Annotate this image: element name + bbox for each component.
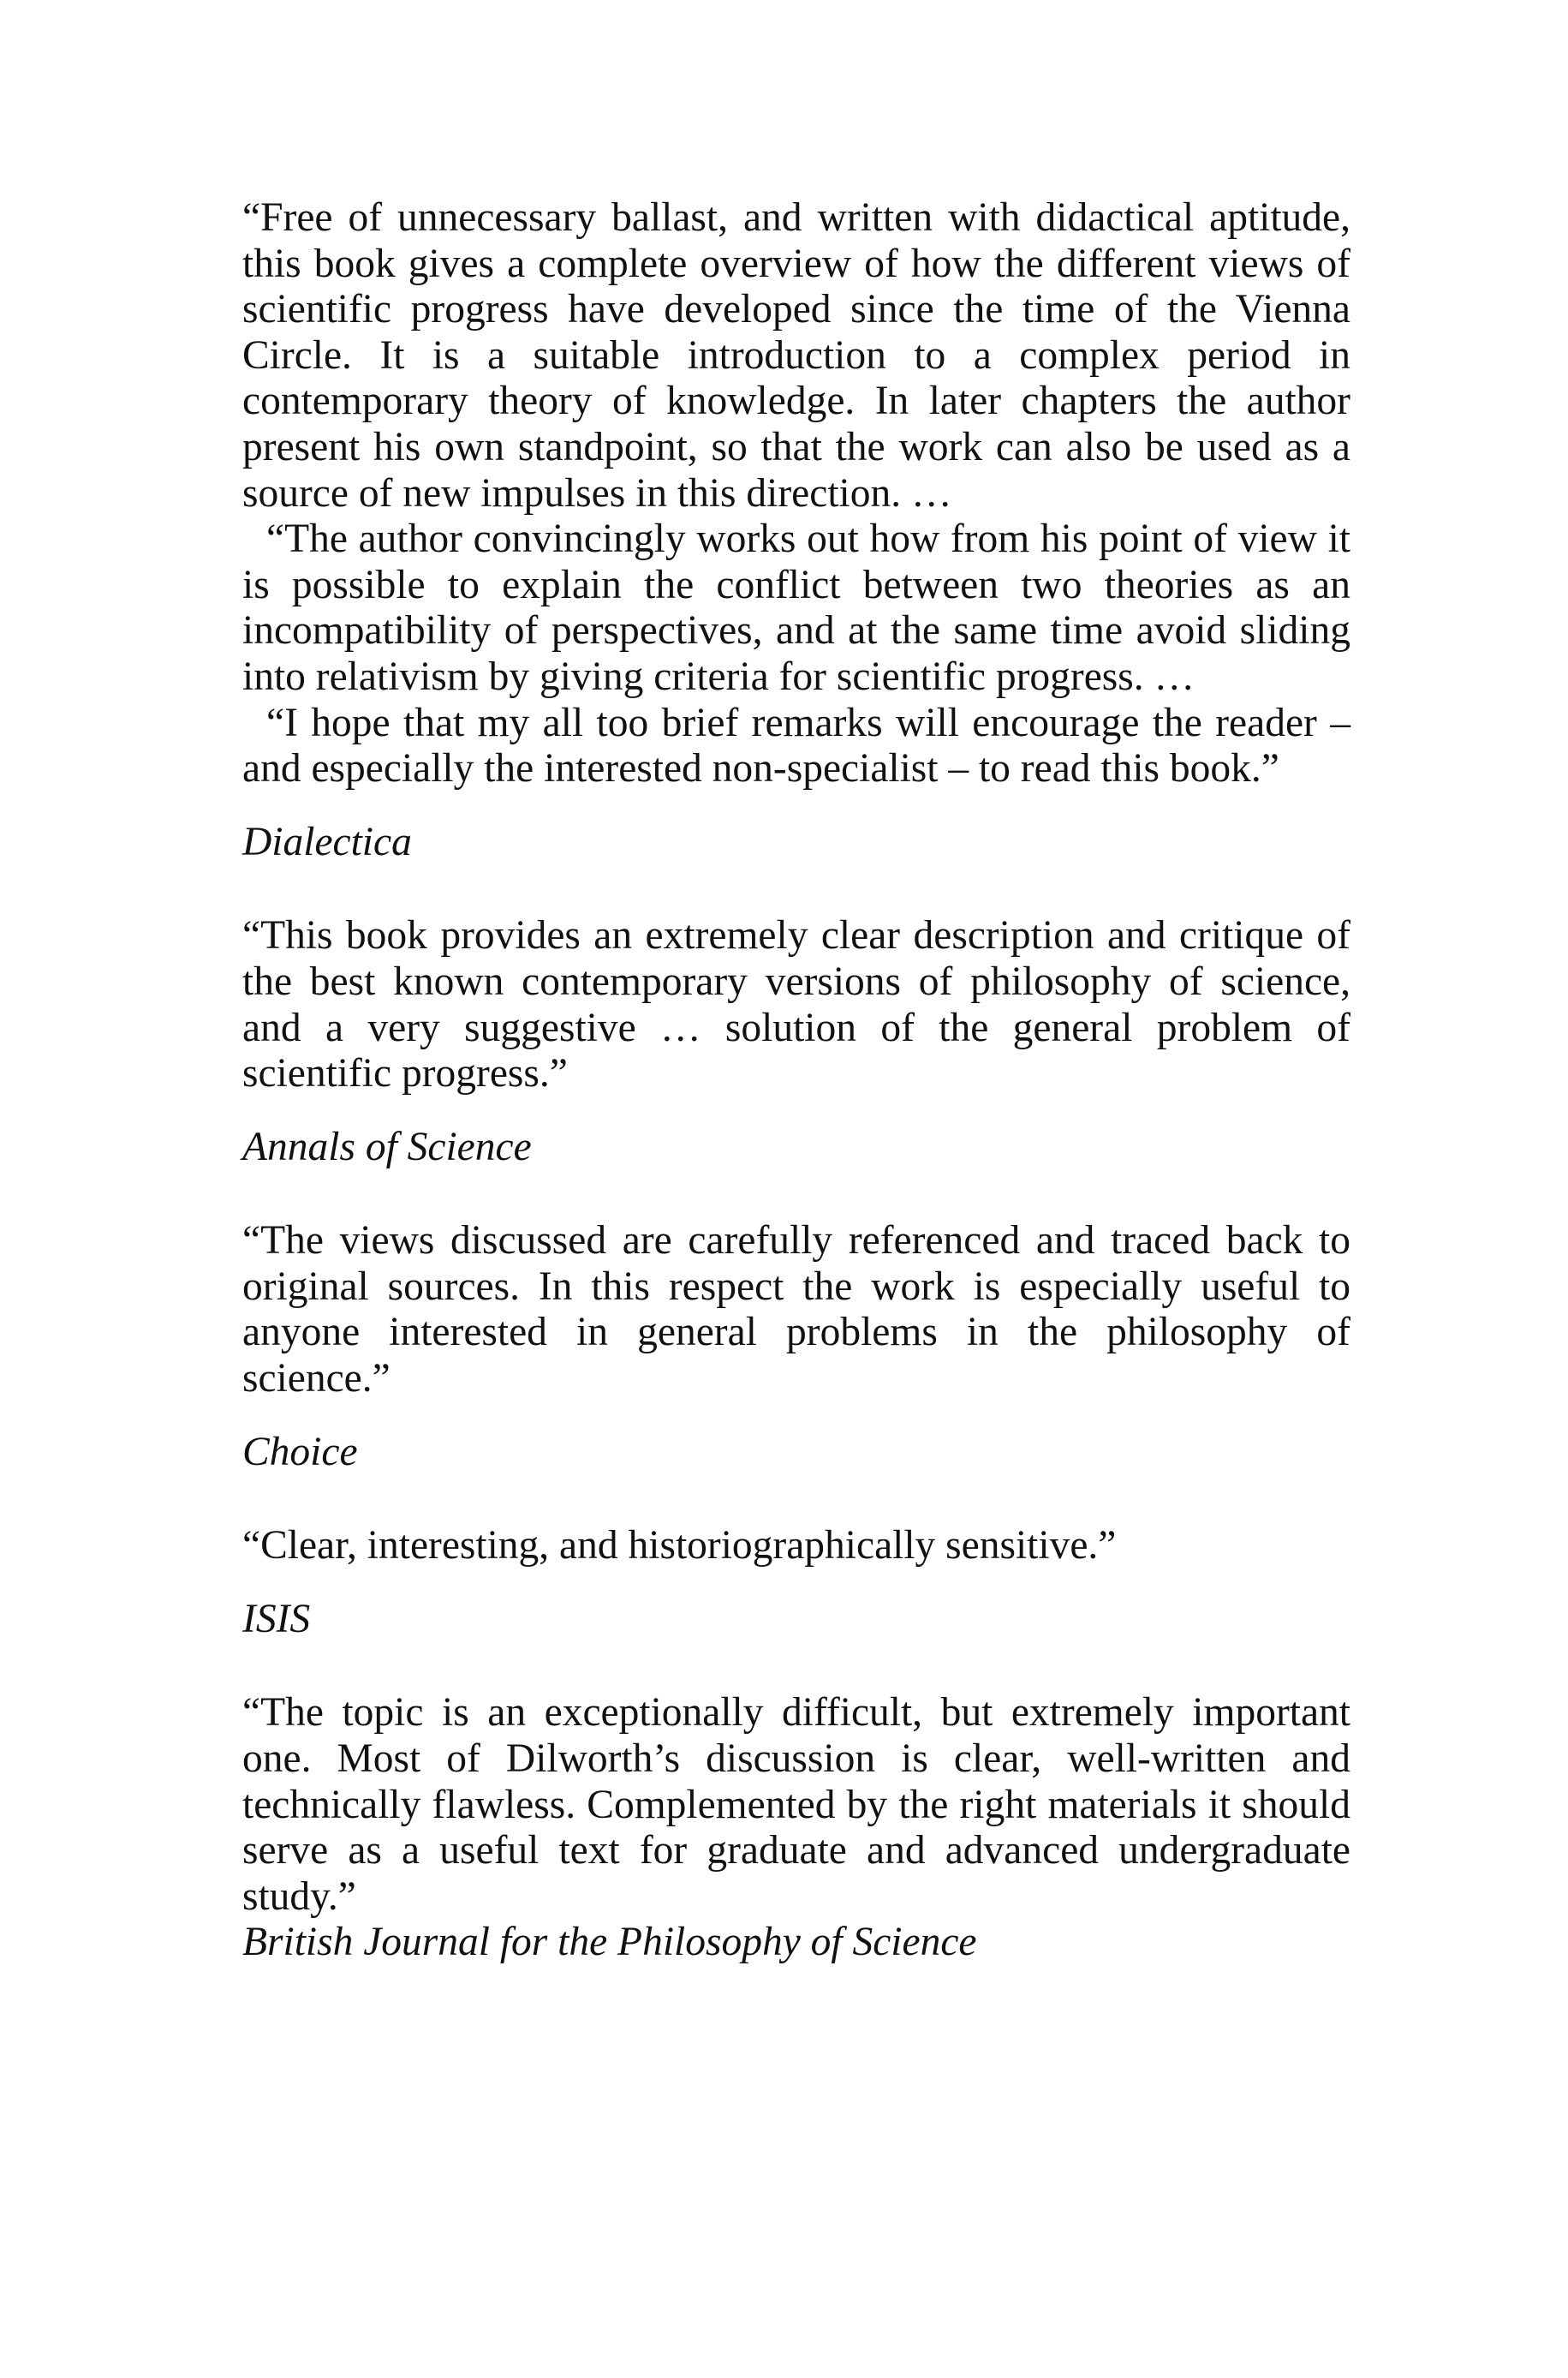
review-paragraph: “Clear, interesting, and historiographically sensitive.”: [242, 1523, 1117, 1568]
review-source: Dialectica: [242, 819, 412, 864]
review-quotes-column: [242, 195, 1350, 1966]
review-annals-of-science: [242, 913, 1350, 1170]
review-paragraph: “The topic is an exceptionally difficult, but extremely important one. Most of Dilworth’s discussion is clear, well-written and technically flawless. Complemented by the right materials it should serve as a useful text for graduate and advanced undergraduate study.”: [242, 1690, 1350, 1919]
review-paragraph: “The author convincingly works out how from his point of view it is possible to explain the conflict between two theories as an incompatibility of perspectives, and at the same time avoid sliding into relativism by giving criteria for scientific progress. …: [242, 517, 1350, 699]
review-source: ISIS: [242, 1596, 311, 1641]
review-isis: [242, 1523, 1350, 1642]
review-british-journal: [242, 1690, 1350, 1966]
review-source: British Journal for the Philosophy of Science: [242, 1920, 977, 1965]
review-paragraph: “Free of unnecessary ballast, and written with didactical aptitude, this book gives a complete overview of how the different views of scientific progress have developed since the time of the Vienna Circle. It is a suitable introduction to a complex period in contemporary theory of knowledge. In later chapters the author present his own standpoint, so that the work can also be used as a source of new impulses in this direction. …: [242, 195, 1350, 516]
review-paragraph: “I hope that my all too brief remarks will encourage the reader – and especially the interested non-specialist – to read this book.”: [242, 700, 1350, 792]
review-source: Choice: [242, 1429, 358, 1474]
review-source: Annals of Science: [242, 1124, 532, 1169]
review-paragraph: “This book provides an extremely clear description and critique of the best known contemporary versions of philosophy of science, and a very suggestive … solution of the general problem of scientific progress.”: [242, 913, 1350, 1096]
review-dialectica: [242, 195, 1350, 865]
review-choice: [242, 1218, 1350, 1475]
review-paragraph: “The views discussed are carefully referenced and traced back to original sources. In this respect the work is especially useful to anyone interested in general problems in the philosophy of science.”: [242, 1218, 1350, 1401]
